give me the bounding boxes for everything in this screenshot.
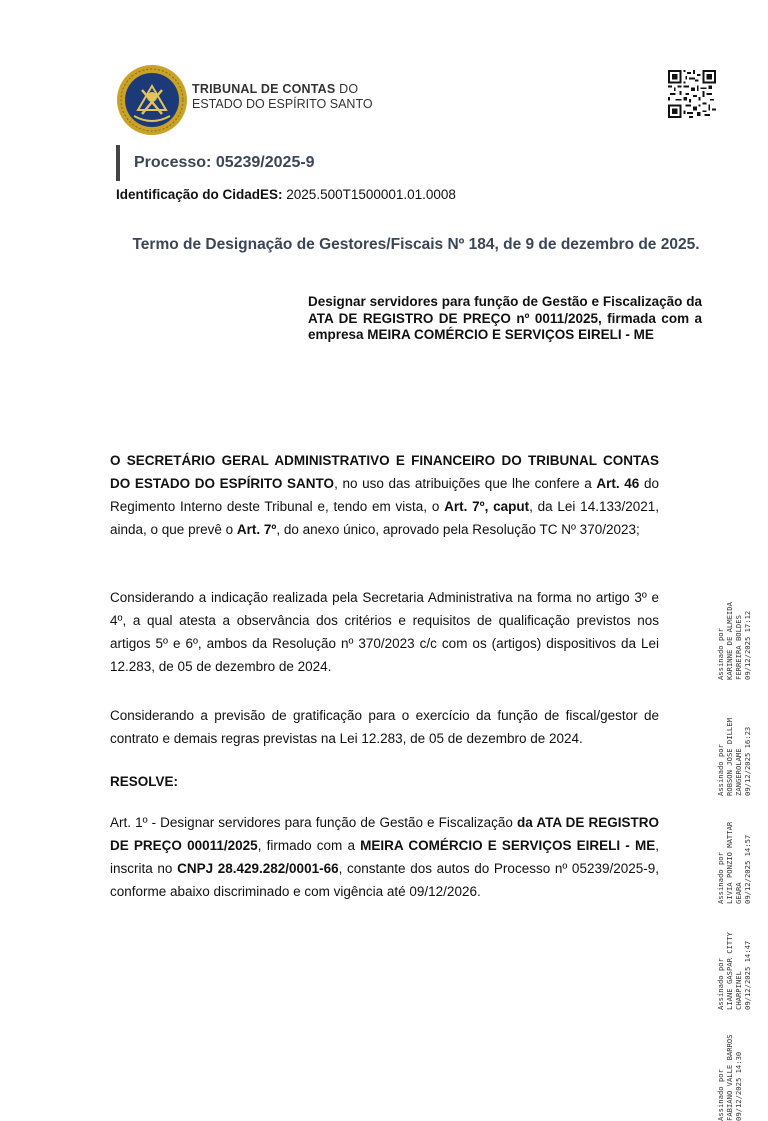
signature-name: FABIANO VALLE BARROS [725,1034,734,1121]
art1-text-2: , firmado com a [257,838,361,853]
art1-bold-1: da ATA DE REGISTRO DE PREÇO 00011/2025 [110,815,659,853]
paragraph-preamble [110,449,659,541]
preamble-bold-1: O SECRETÁRIO GERAL ADMINISTRATIVO E FINANCEIRO DO TRIBUNAL CONTAS DO ESTADO DO ESPÍRITO SANTO [110,453,659,491]
preamble-text-4: , do anexo único, aprovado pela Resolução TC Nº 370/2023; [276,522,640,537]
paragraph-art-1 [110,811,659,903]
signature-date: 09/12/2025 16:23 [743,726,752,796]
preamble-bold-2: Art. 46 [596,476,640,491]
signature-stamp [716,456,764,680]
signature-date: 09/12/2025 14:47 [743,940,752,1010]
qr-code-icon [668,70,716,118]
identificacao-value: 2025.500T1500001.01.0008 [282,187,456,202]
signature-name: LIANE GASPAR CITTY [725,932,734,1010]
art1-text-1: Art. 1º - Designar servidores para função de Gestão e Fiscalização [110,815,517,830]
preamble-text-1: , no uso das atribuições que lhe confere a [334,476,597,491]
signature-date: 09/12/2025 17:12 [743,610,752,680]
org-name-rest: DO [335,82,359,96]
ementa: Designar servidores para função de Gestão e Fiscalização da ATA DE REGISTRO DE PREÇO nº 0011/2025, firmada com a empresa MEIRA COMÉRCIO E SERVIÇOS EIRELI - ME [308,294,702,342]
org-name-bold: TRIBUNAL DE CONTAS [192,82,336,96]
org-name [192,82,373,112]
preamble-text-3: , da Lei 14.133/2021, ainda, o que prevê o [110,499,660,537]
identificacao-cidades [116,187,456,202]
signature-label: Assinado por [716,1069,725,1121]
signature-name: LIVIA PONZIO MATTAR [725,821,734,904]
signature-date: 09/12/2025 14:57 [743,834,752,904]
signature-date: 09/12/2025 14:30 [734,1051,743,1121]
art1-bold-3: CNPJ 28.429.282/0001-66 [177,861,339,876]
org-name-line2: ESTADO DO ESPÍRITO SANTO [192,97,373,111]
processo-label: Processo: 05239/2025-9 [134,154,315,171]
signature-name-cont: ZANGEROLAME [734,748,743,796]
tce-es-seal-logo [116,64,188,136]
resolve-heading: RESOLVE: [110,774,179,789]
art1-text-3: , inscrita no [110,838,659,876]
signature-label: Assinado por [716,852,725,904]
signature-label: Assinado por [716,628,725,680]
signature-label: Assinado por [716,958,725,1010]
signature-stamp [716,888,764,1121]
signature-name-cont: GEARA [734,882,743,904]
art1-text-4: , constante dos autos do Processo nº 05239/2025-9, conforme abaixo discriminado e com vigência até 09/12/2026. [110,861,660,899]
signature-name-cont: CHARPINEL [734,971,743,1010]
signature-name: KARINNE DE ALMEIDA [725,602,734,680]
document-title: Termo de Designação de Gestores/Fiscais Nº 184, de 9 de dezembro de 2025. [132,236,700,253]
art1-bold-2: MEIRA COMÉRCIO E SERVIÇOS EIRELI - ME [360,838,656,853]
paragraph-considerando-2: Considerando a previsão de gratificação para o exercício da função de fiscal/gestor de contrato e demais regras previstas na Lei 12.283, de 05 de dezembro de 2024. [110,708,659,746]
preamble-bold-4: Art. 7º [236,522,277,537]
signature-name: ROBSON JOSE DILLEM [725,718,734,796]
preamble-bold-3: Art. 7º, caput [444,499,530,514]
paragraph-considerando-1: Considerando a indicação realizada pela Secretaria Administrativa na forma no artigo 3º e 4º, a qual atesta a observância dos critérios e requisitos de qualificação previstos nos artigos 5º e 6º, ambos da Resolução nº 370/2023 c/c com os (artigos) dispositivos da Lei 12.283, de 05 de dezembro de 2024. [110,590,659,674]
signature-label: Assinado por [716,744,725,796]
signature-name-cont: FERREIRA BOLDES [734,615,743,680]
identificacao-label: Identificação do CidadES: [116,187,283,202]
preamble-text-2: do Regimento Interno deste Tribunal e, tendo em vista, o [110,476,659,514]
processo-heading [116,145,315,181]
